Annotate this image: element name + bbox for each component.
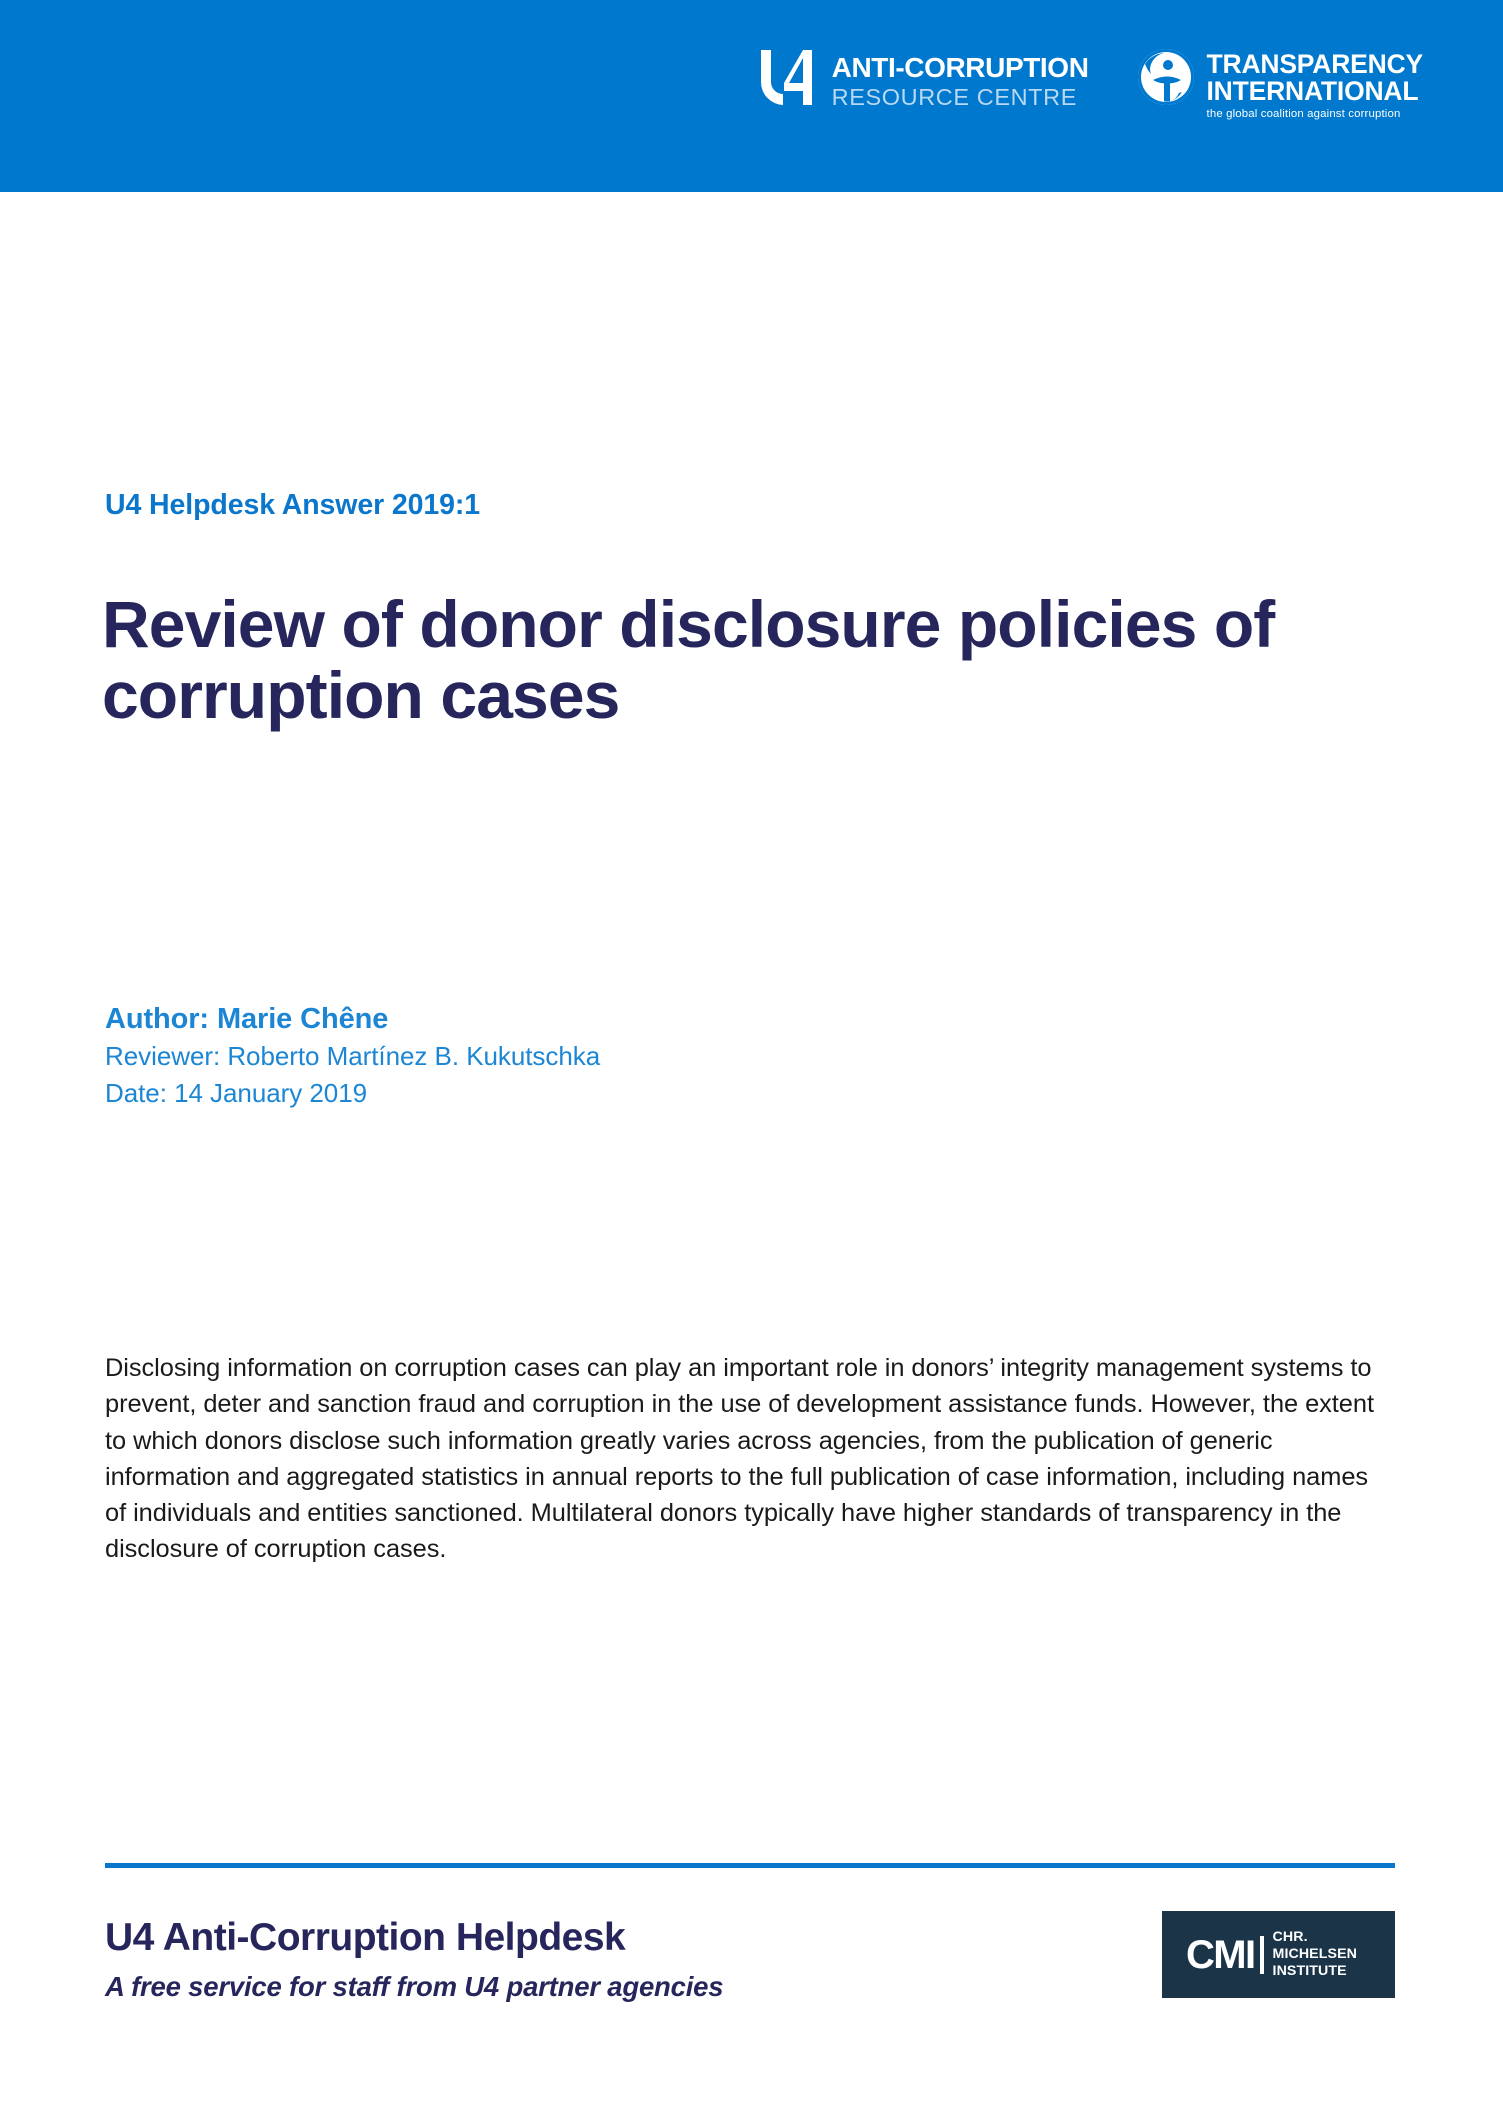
cmi-logo-subtext-line2: MICHELSEN — [1272, 1946, 1357, 1963]
u4-logo — [759, 46, 1089, 110]
cmi-logo-subtext-line1: CHR. — [1272, 1929, 1308, 1946]
footer-text-block — [105, 1916, 723, 2003]
cmi-logo — [1162, 1911, 1395, 1998]
transparency-international-globe-icon — [1137, 48, 1195, 106]
header-logo-row — [759, 46, 1423, 120]
reviewer-line: Reviewer: Roberto Martínez B. Kukutschka — [105, 1041, 601, 1072]
u4-logo-line1: ANTI-CORRUPTION — [831, 52, 1089, 83]
footer-title: U4 Anti-Corruption Helpdesk — [105, 1916, 626, 1959]
cmi-logo-divider — [1260, 1936, 1264, 1974]
page-title: Review of donor disclosure policies of corruption cases — [102, 587, 1275, 732]
header-band — [0, 0, 1503, 192]
abstract-paragraph: Disclosing information on corruption cases can play an important role in donors’ integrity management systems to prevent, deter and sanction fraud and corruption in the use of development assistance funds. However, the extent to which donors disclose such information greatly varies across agencies, from the publication of generic information and aggregated statistics in annual reports to the full publication of case information, including names of individuals and entities sanctioned. Multilateral donors typically have higher standards of transparency in the disclosure of corruption cases. — [105, 1354, 1374, 1563]
transparency-international-logo — [1137, 46, 1423, 120]
u4-monogram-icon — [759, 49, 819, 107]
ti-logo-line1: TRANSPARENCY — [1206, 49, 1423, 79]
footer-subtitle: A free service for staff from U4 partner agencies — [105, 1970, 724, 2002]
cmi-logo-wordmark: CMI — [1186, 1932, 1255, 1977]
ti-logo-tagline: the global coalition against corruption — [1206, 108, 1401, 121]
document-kicker: U4 Helpdesk Answer 2019:1 — [105, 489, 481, 521]
u4-logo-line2: RESOURCE CENTRE — [831, 83, 1077, 110]
transparency-international-logo-text — [1207, 48, 1423, 120]
u4-logo-text — [832, 49, 1089, 110]
footer-divider — [105, 1863, 1395, 1868]
byline-block — [105, 1000, 600, 1112]
date-line: Date: 14 January 2019 — [105, 1078, 368, 1109]
cmi-logo-subtext-line3: INSTITUTE — [1272, 1962, 1347, 1979]
cmi-logo-subtext — [1273, 1929, 1357, 1979]
author-line: Author: Marie Chêne — [105, 1003, 389, 1035]
ti-logo-line2: INTERNATIONAL — [1206, 76, 1419, 107]
